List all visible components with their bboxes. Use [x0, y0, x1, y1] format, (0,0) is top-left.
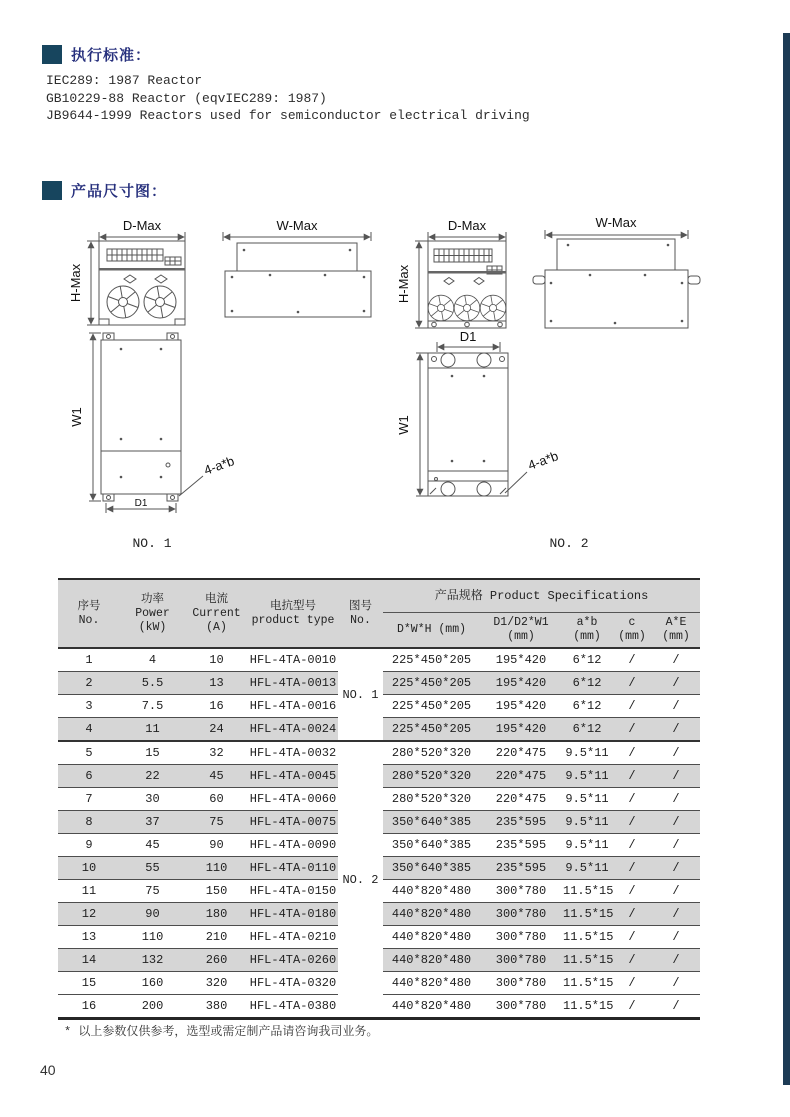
cell-d1w1: 195*420 — [480, 672, 562, 695]
cell-ab: 11.5*15 — [563, 999, 614, 1013]
col-header-power-en: Power — [135, 606, 170, 620]
cell-product-type: HFL-4TA-0060 — [248, 788, 338, 811]
cell-c: / — [612, 788, 652, 811]
figure-no2-bottom-view — [396, 329, 589, 551]
cell-no: 7 — [58, 788, 120, 811]
col-header-no-en: No. — [78, 613, 100, 627]
cell-power: 15 — [120, 741, 185, 765]
cell-ae: / — [652, 718, 700, 742]
table-group-no2 — [58, 741, 700, 1019]
cell-dwh: 280*520*320 — [383, 788, 480, 811]
spec-table — [58, 578, 700, 1020]
cell-product-type: HFL-4TA-0320 — [248, 972, 338, 995]
dim-label-dmax: D-Max — [122, 218, 162, 233]
cell-power: 11 — [120, 718, 185, 742]
cell-dwh: 440*820*480 — [383, 880, 480, 903]
cell-product-type: HFL-4TA-0210 — [248, 926, 338, 949]
cell-power: 4 — [120, 648, 185, 672]
cell-no: 9 — [58, 834, 120, 857]
standard-line: JB9644-1999 Reactors used for semiconductor electrical driving — [46, 108, 530, 123]
cell-no: 3 — [58, 695, 120, 718]
cell-power: 160 — [120, 972, 185, 995]
dim-label-hmax: H-Max — [68, 263, 83, 303]
cell-current: 13 — [185, 672, 248, 695]
cell-ae: / — [652, 880, 700, 903]
cell-ab: 9.5*11 — [562, 834, 612, 857]
cell-power: 7.5 — [120, 695, 185, 718]
col-header-type-zh: 电抗型号 — [270, 599, 316, 613]
cell-no: 13 — [58, 926, 120, 949]
cell-c: / — [612, 672, 652, 695]
cell-ab: 6*12 — [562, 672, 612, 695]
cell-ae: / — [652, 788, 700, 811]
cell-no: 10 — [58, 857, 120, 880]
cell-power: 45 — [120, 834, 185, 857]
cell-no: 11 — [58, 880, 120, 903]
cell-ae: / — [652, 857, 700, 880]
standards-section-heading — [42, 44, 151, 65]
col-header-ab: a*b (mm) — [562, 613, 612, 649]
cell-product-type: HFL-4TA-0110 — [248, 857, 338, 880]
cell-product-type: HFL-4TA-0090 — [248, 834, 338, 857]
col-header-type-en: product type — [251, 613, 335, 627]
cell-ab: 9.5*11 — [562, 811, 612, 834]
cell-power: 5.5 — [120, 672, 185, 695]
col-header-power — [120, 579, 185, 648]
col-header-current-unit: (A) — [206, 620, 227, 634]
cell-product-type: HFL-4TA-0010 — [248, 648, 338, 672]
cell-product-type: HFL-4TA-0150 — [248, 880, 338, 903]
cell-d1w1: 235*595 — [480, 834, 562, 857]
cell-power: 110 — [120, 926, 185, 949]
dimension-drawings — [0, 213, 790, 558]
standards-list — [46, 72, 530, 125]
standard-line: GB10229-88 Reactor (eqvIEC289: 1987) — [46, 90, 327, 106]
standard-line: IEC289: 1987 Reactor — [46, 73, 203, 88]
cell-product-type: HFL-4TA-0016 — [248, 695, 338, 718]
dim-label-w1: W1 — [69, 407, 84, 427]
table-row — [58, 648, 700, 672]
cell-d1w1: 300*780 — [480, 880, 562, 903]
cell-current: 10 — [185, 648, 248, 672]
cell-ae: / — [672, 999, 680, 1013]
cell-no: 4 — [58, 718, 120, 742]
dim-label-d1: D1 — [134, 498, 148, 509]
cell-c: / — [612, 811, 652, 834]
cell-product-type: HFL-4TA-0024 — [248, 718, 338, 742]
cell-d1w1: 195*420 — [480, 648, 562, 672]
col-header-no — [58, 579, 120, 648]
cell-ae: / — [652, 903, 700, 926]
cell-ab: 9.5*11 — [562, 741, 612, 765]
cell-ae: / — [652, 648, 700, 672]
cell-dwh: 280*520*320 — [383, 765, 480, 788]
cell-ae: / — [652, 695, 700, 718]
cell-no: 8 — [58, 811, 120, 834]
cell-d1w1: 300*780 — [480, 903, 562, 926]
figure-no2-front-view — [396, 218, 506, 328]
col-header-type — [248, 579, 338, 648]
cell-current: 45 — [185, 765, 248, 788]
cell-dwh: 440*820*480 — [383, 972, 480, 995]
cell-current: 260 — [185, 949, 248, 972]
col-header-fig — [338, 579, 383, 648]
cell-c: / — [612, 880, 652, 903]
dim-label-wmax: W-Max — [595, 215, 637, 230]
cell-ae: / — [652, 765, 700, 788]
cell-c: / — [612, 648, 652, 672]
heading-square-icon — [42, 181, 62, 200]
cell-c: / — [612, 949, 652, 972]
cell-c: / — [612, 695, 652, 718]
cell-d1w1: 300*780 — [480, 926, 562, 949]
cell-ab: 6*12 — [562, 648, 612, 672]
cell-d1w1: 195*420 — [480, 718, 562, 742]
cell-current: 150 — [185, 880, 248, 903]
cell-current: 24 — [185, 718, 248, 742]
cell-c: / — [612, 765, 652, 788]
figure-no2-side-view — [533, 215, 700, 328]
cell-no: 5 — [58, 741, 120, 765]
cell-power: 132 — [120, 949, 185, 972]
cell-dwh: 225*450*205 — [383, 718, 480, 742]
cell-figure-no: NO. 1 — [338, 648, 383, 741]
cell-figure-no: NO. 2 — [338, 741, 383, 1019]
cell-current: 180 — [185, 903, 248, 926]
cell-product-type: HFL-4TA-0013 — [248, 672, 338, 695]
figure1-label: NO. 1 — [132, 536, 172, 551]
figure-no1-side-view — [223, 218, 371, 317]
heading-square-icon — [42, 45, 62, 64]
cell-no: 14 — [58, 949, 120, 972]
cell-ae: / — [652, 949, 700, 972]
cell-power: 55 — [120, 857, 185, 880]
cell-power: 90 — [120, 903, 185, 926]
col-header-current — [185, 579, 248, 648]
cell-c: / — [612, 741, 652, 765]
table-group-no1 — [58, 648, 700, 741]
cell-product-type: HFL-4TA-0260 — [248, 949, 338, 972]
cell-dwh: 350*640*385 — [383, 811, 480, 834]
col-header-no-zh: 序号 — [77, 599, 101, 613]
cell-c: / — [612, 903, 652, 926]
cell-d1w1: 235*595 — [480, 857, 562, 880]
cell-current: 110 — [185, 857, 248, 880]
cell-product-type: HFL-4TA-0180 — [248, 903, 338, 926]
cell-dwh: 350*640*385 — [383, 834, 480, 857]
col-header-fig-en: No. — [350, 613, 371, 627]
cell-c: / — [628, 999, 636, 1013]
cell-ab: 9.5*11 — [562, 857, 612, 880]
cell-no: 12 — [58, 903, 120, 926]
cell-d1w1: 235*595 — [480, 811, 562, 834]
cell-dwh: 350*640*385 — [383, 857, 480, 880]
cell-c: / — [612, 718, 652, 742]
cell-ae: / — [652, 741, 700, 765]
figure2-label: NO. 2 — [549, 536, 589, 551]
cell-c: / — [612, 926, 652, 949]
cell-product-type: HFL-4TA-0032 — [248, 741, 338, 765]
col-header-ae: A*E (mm) — [652, 613, 700, 649]
cell-ab: 9.5*11 — [562, 765, 612, 788]
col-header-current-zh: 电流 — [205, 592, 228, 606]
cell-dwh: 280*520*320 — [383, 741, 480, 765]
col-header-current-en: Current — [192, 606, 241, 620]
table-row — [58, 741, 700, 765]
cell-current: 210 — [185, 926, 248, 949]
page-edge-bar — [783, 33, 790, 1085]
cell-d1w1: 195*420 — [480, 695, 562, 718]
cell-d1w1: 300*780 — [480, 972, 562, 995]
cell-d1w1: 300*780 — [480, 949, 562, 972]
dim-label-dmax: D-Max — [447, 218, 487, 233]
cell-no: 2 — [58, 672, 120, 695]
cell-d1w1: 220*475 — [480, 741, 562, 765]
cell-product-type: HFL-4TA-0075 — [248, 811, 338, 834]
cell-no: 6 — [58, 765, 120, 788]
cell-d1w1: 220*475 — [480, 788, 562, 811]
cell-current: 75 — [185, 811, 248, 834]
col-header-d1w1: D1/D2*W1 (mm) — [480, 613, 562, 649]
page-number: 40 — [40, 1062, 56, 1078]
cell-dwh: 440*820*480 — [383, 949, 480, 972]
col-header-fig-zh: 图号 — [349, 599, 372, 613]
cell-dwh: 440*820*480 — [383, 903, 480, 926]
cell-dwh: 225*450*205 — [383, 672, 480, 695]
cell-dwh: 440*820*480 — [383, 926, 480, 949]
cell-power: 200 — [141, 999, 164, 1013]
col-header-dwh: D*W*H (mm) — [383, 613, 480, 649]
dim-label-holes: 4-a*b — [525, 448, 561, 473]
cell-no: 1 — [58, 648, 120, 672]
cell-c: / — [612, 857, 652, 880]
dim-label-holes: 4-a*b — [201, 453, 237, 478]
cell-ab: 6*12 — [562, 695, 612, 718]
cell-c: / — [612, 972, 652, 995]
cell-dwh: 225*450*205 — [383, 695, 480, 718]
cell-current: 60 — [185, 788, 248, 811]
footnote: * 以上参数仅供参考，选型或需定制产品请咨询我司业务。 — [64, 1025, 379, 1039]
cell-ae: / — [652, 972, 700, 995]
col-header-c: c (mm) — [612, 613, 652, 649]
standards-heading-text: 执行标准： — [71, 47, 152, 64]
cell-dwh: 225*450*205 — [383, 648, 480, 672]
cell-ae: / — [652, 811, 700, 834]
cell-ab: 11.5*15 — [562, 949, 612, 972]
cell-no: 16 — [81, 999, 97, 1013]
figure-no1-front-view — [68, 218, 185, 325]
cell-current: 320 — [185, 972, 248, 995]
cell-c: / — [612, 834, 652, 857]
cell-ab: 6*12 — [562, 718, 612, 742]
cell-current: 380 — [205, 999, 228, 1013]
dim-label-hmax: H-Max — [396, 264, 411, 304]
cell-d1w1: 300*780 — [495, 999, 547, 1013]
dim-label-wmax: W-Max — [276, 218, 318, 233]
cell-ab: 11.5*15 — [562, 972, 612, 995]
dim-label-w1: W1 — [396, 415, 411, 435]
cell-ae: / — [652, 926, 700, 949]
cell-ae: / — [652, 834, 700, 857]
dimensions-section-heading — [42, 180, 167, 201]
cell-power: 22 — [120, 765, 185, 788]
col-header-specs: 产品规格 Product Specifications — [383, 579, 700, 613]
cell-current: 90 — [185, 834, 248, 857]
cell-ab: 11.5*15 — [562, 903, 612, 926]
cell-product-type: HFL-4TA-0045 — [248, 765, 338, 788]
cell-ab: 9.5*11 — [562, 788, 612, 811]
col-header-power-zh: 功率 — [141, 592, 164, 606]
figure-no1-bottom-view — [69, 333, 236, 551]
cell-power: 37 — [120, 811, 185, 834]
cell-product-type: HFL-4TA-0380 — [249, 999, 337, 1013]
dimension-drawings-svg — [0, 213, 790, 558]
col-header-power-unit: (kW) — [138, 620, 167, 634]
dimensions-heading-text: 产品尺寸图： — [71, 183, 168, 200]
cell-ae: / — [652, 672, 700, 695]
cell-current: 16 — [185, 695, 248, 718]
cell-no: 15 — [58, 972, 120, 995]
cell-d1w1: 220*475 — [480, 765, 562, 788]
cell-dwh: 440*820*480 — [391, 999, 472, 1013]
dim-label-d1: D1 — [459, 329, 477, 344]
cell-ab: 11.5*15 — [562, 880, 612, 903]
cell-current: 32 — [185, 741, 248, 765]
cell-power: 75 — [120, 880, 185, 903]
cell-ab: 11.5*15 — [562, 926, 612, 949]
cell-power: 30 — [120, 788, 185, 811]
